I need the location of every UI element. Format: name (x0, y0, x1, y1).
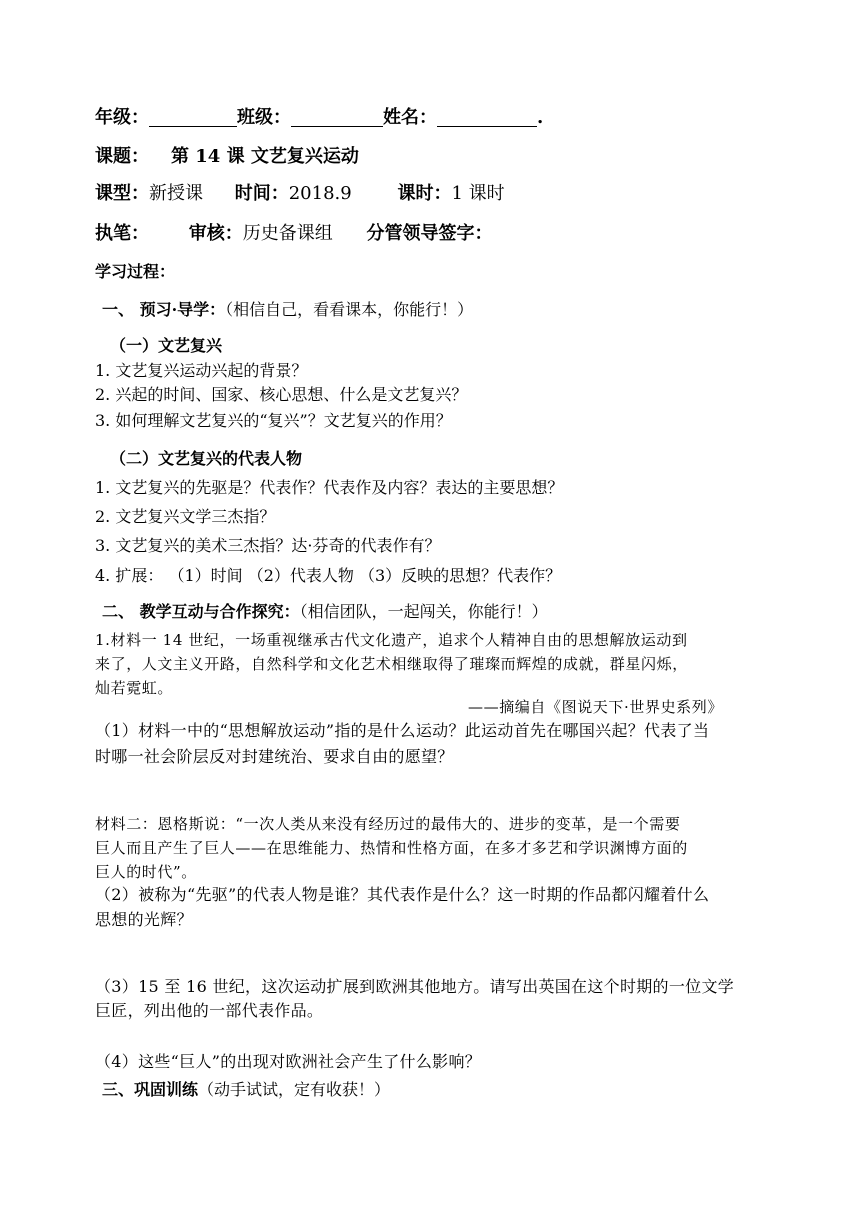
time-value: 2018.9 (288, 183, 352, 204)
lesson-meta-row (95, 182, 505, 206)
section3-title: 三、巩固训练 (102, 1080, 199, 1099)
grade-label: 年级： (95, 107, 149, 128)
sub2-item: 2. 文艺复兴文学三杰指？ (95, 507, 276, 526)
class-blank[interactable] (291, 108, 383, 127)
process-label: 学习过程： (95, 262, 176, 281)
sub1-item: 1. 文艺复兴运动兴起的背景？ (95, 361, 308, 380)
material2-line: 巨人而且产生了巨人——在思维能力、热情和性格方面，在多才多艺和学识渊博方面的 (95, 839, 688, 857)
writer-label: 执笔： (95, 223, 149, 244)
sub2-item: 4. 扩展： （1）时间 （2）代表人物 （3）反映的思想？代表作？ (95, 566, 562, 585)
section2-heading (102, 602, 548, 622)
section1-heading (102, 300, 473, 320)
review-value: 历史备课组 (242, 223, 333, 244)
topic-row (95, 145, 359, 169)
material1-line: 灿若霓虹。 (95, 679, 174, 697)
topic-label: 课题： (95, 146, 149, 167)
name-label: 姓名： (383, 107, 437, 128)
hours-value: 1 课时 (451, 183, 505, 204)
sub1-item: 3. 如何理解文艺复兴的“复兴”？文艺复兴的作用？ (95, 411, 452, 430)
section3-note: （动手试试，定有收获！） (198, 1080, 391, 1099)
section1-note: （相信自己，看看课本，你能行！） (225, 300, 474, 319)
review-label: 审核： (188, 223, 243, 244)
leader-label: 分管领导签字： (366, 223, 493, 244)
question3-line: （3）15 至 16 世纪，这次运动扩展到欧洲其他地方。请写出英国在这个时期的一位文学 (95, 977, 735, 996)
student-info-row (95, 106, 543, 130)
sub2-item: 1. 文艺复兴的先驱是？代表作？代表作及内容？表达的主要思想？ (95, 478, 564, 497)
grade-blank[interactable] (149, 108, 237, 127)
staff-row (95, 222, 492, 246)
section3-heading (102, 1080, 390, 1100)
topic-value: 第 14 课 文艺复兴运动 (171, 146, 359, 167)
sub2-title: （二）文艺复兴的代表人物 (110, 449, 303, 468)
material1-source: ——摘编自《图说天下·世界史系列》 (468, 698, 723, 716)
hours-label: 课时： (397, 183, 452, 204)
section2-note: （相信团队，一起闯关，你能行！） (299, 602, 548, 621)
sub2-item: 3. 文艺复兴的美术三杰指？达·芬奇的代表作有？ (95, 536, 441, 555)
material2-line: 巨人的时代”。 (95, 863, 197, 881)
question1-line: （1）材料一中的“思想解放运动”指的是什么运动？此运动首先在哪国兴起？代表了当 (95, 721, 710, 740)
section2-title: 二、 教学互动与合作探究： (102, 602, 300, 621)
sub1-title: （一）文艺复兴 (110, 336, 223, 355)
name-blank[interactable] (437, 108, 537, 127)
material2-line: 材料二：恩格斯说：“一次人类从来没有经历过的最伟大的、进步的变革，是一个需要 (95, 815, 681, 833)
question4-line: （4）这些“巨人”的出现对欧洲社会产生了什么影响？ (95, 1052, 482, 1071)
class-label: 班级： (237, 107, 291, 128)
material1-line: 1.材料一 14 世纪，一场重视继承古代文化遗产，追求个人精神自由的思想解放运动到 (95, 631, 688, 649)
material1-line: 来了，人文主义开路，自然科学和文化艺术相继取得了璀璨而辉煌的成就，群星闪烁， (95, 655, 688, 673)
type-label: 课型： (95, 183, 149, 204)
end-mark: . (537, 107, 544, 128)
sub1-item: 2. 兴起的时间、国家、核心思想、什么是文艺复兴？ (95, 385, 468, 404)
section1-title: 一、 预习·导学： (102, 300, 226, 319)
question2-line: （2）被称为“先驱”的代表人物是谁？其代表作是什么？这一时期的作品都闪耀着什么 (95, 885, 710, 904)
question2-line: 思想的光辉？ (95, 910, 193, 929)
time-label: 时间： (234, 183, 289, 204)
question3-line: 巨匠，列出他的一部代表作品。 (95, 1001, 324, 1020)
question1-line: 时哪一社会阶层反对封建统治、要求自由的愿望？ (95, 747, 454, 766)
type-value: 新授课 (149, 183, 203, 204)
